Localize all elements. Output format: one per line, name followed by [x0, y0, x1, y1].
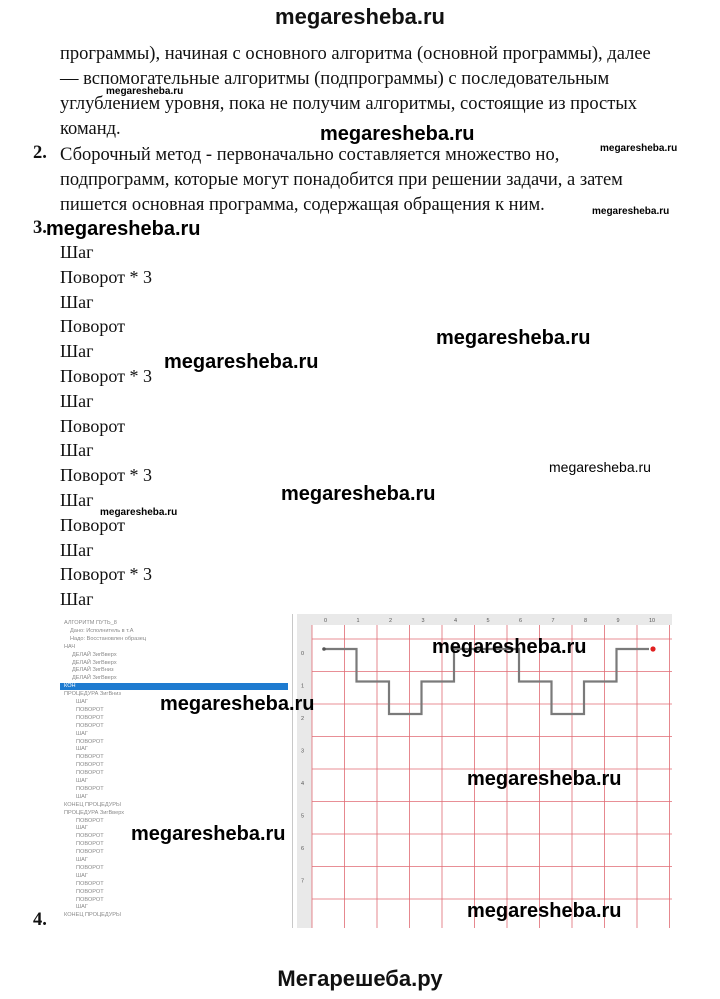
code-line[interactable]: ПРОЦЕДУРА ЗигВниз — [64, 691, 121, 698]
y-tick-label: 5 — [301, 813, 305, 820]
paragraph-line-3: углублением уровня, пока не получим алгоритмы, состоящие из простых — [60, 94, 638, 114]
code-line[interactable]: НАЧ — [64, 643, 76, 650]
code-line[interactable]: ШАГ — [76, 730, 88, 737]
command-line: Поворот * 3 — [60, 365, 153, 386]
code-line[interactable]: ДЕЛАЙ ЗигВверх — [72, 651, 117, 658]
command-line: Шаг — [60, 291, 94, 312]
code-line[interactable]: ШАГ — [76, 904, 88, 911]
x-tick-label: 8 — [584, 618, 588, 624]
code-line[interactable]: ШАГ — [76, 872, 88, 879]
command-line: Поворот — [60, 415, 126, 436]
selected-code-line[interactable] — [60, 683, 288, 690]
item-2-line-1: Сборочный метод - первоначально составляется множество но, — [60, 145, 560, 165]
code-line[interactable]: ШАГ — [76, 746, 88, 753]
code-line[interactable]: ПОВОРОТ — [76, 762, 104, 769]
code-line[interactable]: ПОВОРОТ — [76, 722, 104, 729]
code-line[interactable]: ПОВОРОТ — [76, 714, 104, 721]
code-line[interactable]: ШАГ — [76, 857, 88, 863]
paragraph-line-2: — вспомогательные алгоритмы (подпрограммы) с последовательным — [60, 69, 610, 89]
code-line[interactable]: ПОВОРОТ — [76, 833, 104, 840]
watermark: megaresheba.ru — [467, 768, 622, 790]
code-line[interactable]: ДЕЛАЙ ЗигВниз — [72, 667, 114, 674]
code-line[interactable]: ПОВОРОТ — [76, 754, 104, 761]
item-3-command-list — [60, 240, 152, 612]
robot-position-marker — [650, 646, 655, 651]
code-line[interactable]: КОНЕЦ ПРОЦЕДУРЫ — [64, 801, 121, 808]
code-line[interactable]: Надо: Восстановлен образец — [70, 635, 147, 642]
watermark: megaresheba.ru — [467, 900, 622, 922]
code-line[interactable]: КОНЕЦ ПРОЦЕДУРЫ — [64, 912, 121, 919]
command-line: Шаг — [60, 341, 94, 362]
code-line[interactable]: ПРОЦЕДУРА ЗигВверх — [64, 809, 125, 816]
item-4-number: 4. — [33, 910, 47, 930]
x-tick-label: 5 — [486, 618, 490, 624]
code-line[interactable]: ПОВОРОТ — [76, 738, 104, 745]
watermark: megaresheba.ru — [160, 693, 315, 715]
code-line[interactable]: ПОВОРОТ — [76, 864, 104, 871]
watermark: megaresheba.ru — [600, 143, 678, 154]
page-footer-site: Мегарешеба.ру — [277, 966, 443, 991]
command-line: Шаг — [60, 390, 94, 411]
y-tick-label: 2 — [301, 716, 305, 722]
watermark: megaresheba.ru — [100, 507, 178, 518]
x-tick-label: 10 — [649, 618, 656, 624]
code-line[interactable]: ШАГ — [76, 699, 88, 705]
x-tick-label: 2 — [389, 618, 393, 624]
x-tick-label: 9 — [616, 618, 620, 624]
command-line: Поворот * 3 — [60, 564, 153, 585]
code-line[interactable]: ПОВОРОТ — [76, 841, 104, 848]
paragraph-line-4: команд. — [60, 119, 121, 139]
code-line[interactable]: ДЕЛАЙ ЗигВверх — [72, 659, 117, 666]
path-start-point — [322, 647, 326, 651]
command-line: Шаг — [60, 242, 94, 262]
watermark: megaresheba.ru — [281, 483, 436, 505]
command-line: Шаг — [60, 489, 94, 510]
item-2-line-2: подпрограмм, которые могут понадобится при решении задачи, а затем — [60, 170, 623, 190]
code-line[interactable]: ШАГ — [76, 778, 88, 784]
x-tick-label: 3 — [421, 618, 425, 624]
code-line[interactable]: ДЕЛАЙ ЗигВверх — [72, 675, 117, 682]
command-line: Поворот — [60, 316, 126, 337]
item-2-line-3: пишется основная программа, содержащая обращения к ним. — [60, 195, 545, 215]
x-tick-label: 0 — [324, 618, 328, 624]
watermark: megaresheba.ru — [320, 123, 475, 145]
code-line[interactable]: КОН — [64, 683, 76, 690]
watermark: megaresheba.ru — [131, 823, 286, 845]
code-line[interactable]: ПОВОРОТ — [76, 817, 104, 824]
watermark: megaresheba.ru — [164, 351, 319, 373]
page-header-site: megaresheba.ru — [275, 4, 445, 29]
code-line[interactable]: ШАГ — [76, 793, 88, 800]
command-line: Шаг — [60, 440, 94, 461]
item-2-number: 2. — [33, 143, 47, 163]
y-tick-label: 7 — [301, 878, 305, 885]
code-line[interactable]: ШАГ — [76, 825, 88, 832]
x-tick-label: 7 — [551, 618, 555, 624]
command-line: Шаг — [60, 589, 94, 610]
command-line: Поворот * 3 — [60, 465, 153, 486]
x-tick-label: 1 — [356, 618, 360, 624]
watermark: megaresheba.ru — [592, 206, 670, 217]
x-tick-label: 4 — [454, 618, 458, 624]
command-line: Шаг — [60, 539, 94, 560]
code-line[interactable]: ПОВОРОТ — [76, 785, 104, 792]
code-line[interactable]: ПОВОРОТ — [76, 770, 104, 777]
y-tick-label: 6 — [301, 846, 305, 852]
code-line[interactable]: АЛГОРИТМ ПУТЬ_8 — [64, 620, 117, 626]
command-line: Поворот — [60, 514, 126, 535]
watermark: megaresheba.ru — [46, 218, 201, 240]
y-tick-label: 1 — [301, 683, 305, 690]
y-tick-label: 3 — [301, 748, 305, 755]
watermark: megaresheba.ru — [549, 459, 651, 475]
code-line[interactable]: ПОВОРОТ — [76, 880, 104, 887]
code-line[interactable]: ПОВОРОТ — [76, 849, 104, 856]
y-tick-label: 4 — [301, 781, 305, 787]
code-line[interactable]: ПОВОРОТ — [76, 706, 104, 713]
command-line: Поворот * 3 — [60, 266, 153, 287]
x-tick-label: 6 — [519, 618, 523, 624]
y-tick-label: 0 — [301, 651, 305, 657]
watermark: megaresheba.ru — [432, 636, 587, 658]
paragraph-line-1: программы), начиная с основного алгоритма (основной программы), далее — [60, 44, 651, 64]
code-line[interactable]: Дано: Исполнитель в т.А — [70, 627, 134, 634]
code-line[interactable]: ПОВОРОТ — [76, 888, 104, 895]
program-listing-panel — [60, 614, 293, 928]
watermark: megaresheba.ru — [436, 327, 591, 349]
code-line[interactable]: ПОВОРОТ — [76, 896, 104, 903]
watermark: megaresheba.ru — [106, 86, 184, 97]
item-3-number: 3. — [33, 218, 47, 238]
